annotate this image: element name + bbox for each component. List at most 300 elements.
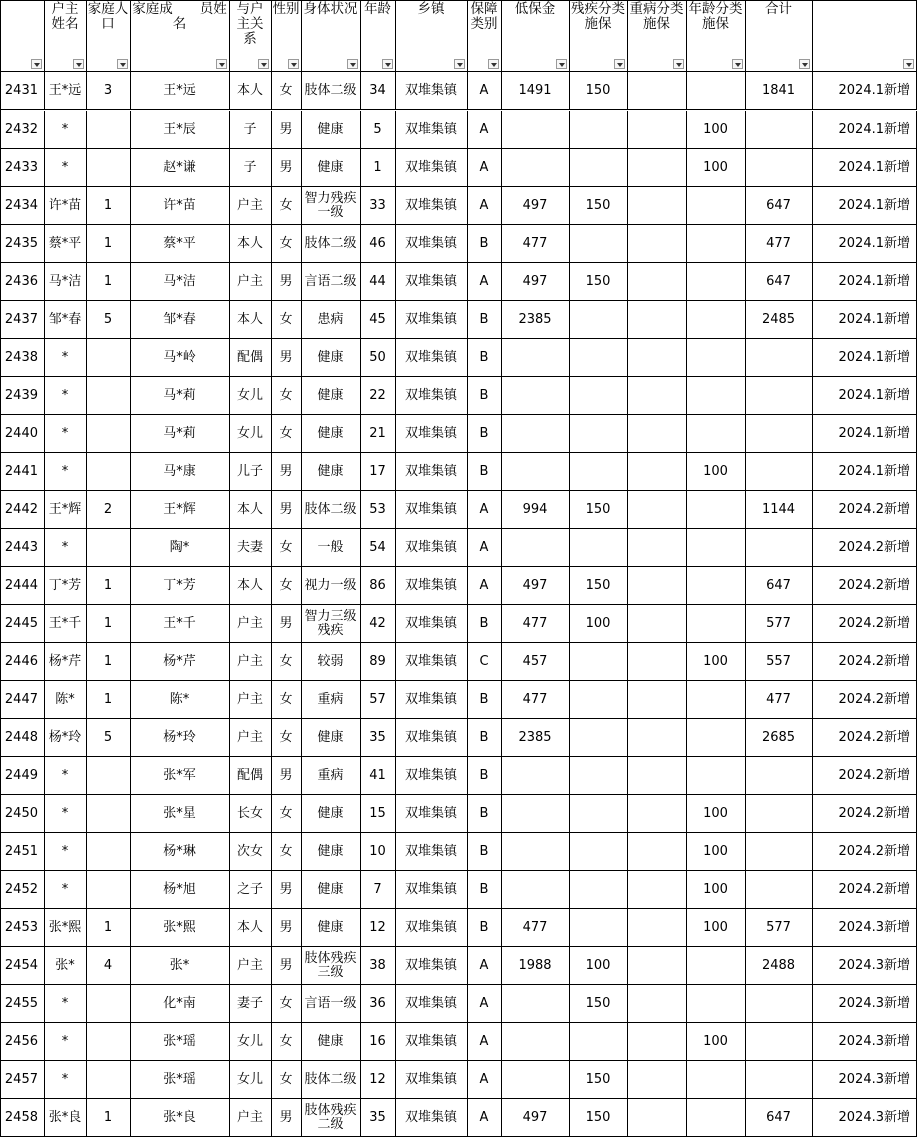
cell-gender[interactable]: 男	[271, 1099, 302, 1137]
cell-category[interactable]: B	[467, 377, 502, 415]
cell-subsistence-allowance[interactable]: 477	[501, 225, 570, 263]
cell-total[interactable]: 2488	[745, 947, 813, 985]
cell-row-number[interactable]: 2442	[0, 491, 45, 529]
cell-age-allowance[interactable]	[686, 529, 746, 567]
cell-relation[interactable]: 户主	[229, 1099, 272, 1137]
cell-age-allowance[interactable]	[686, 377, 746, 415]
cell-note[interactable]: 2024.2新增	[812, 529, 917, 567]
cell-health-status[interactable]: 患病	[301, 301, 361, 339]
cell-row-number[interactable]: 2457	[0, 1061, 45, 1099]
column-header-township[interactable]: 乡镇	[395, 0, 468, 72]
cell-household-size[interactable]: 1	[86, 681, 131, 719]
cell-household-head-name[interactable]: 王*远	[44, 72, 87, 110]
cell-row-number[interactable]: 2449	[0, 757, 45, 795]
cell-member-name[interactable]: 张*瑶	[130, 1023, 230, 1061]
cell-age-allowance[interactable]	[686, 263, 746, 301]
cell-disability-allowance[interactable]	[569, 301, 628, 339]
cell-relation[interactable]: 户主	[229, 605, 272, 643]
cell-category[interactable]: A	[467, 567, 502, 605]
cell-health-status[interactable]: 肢体残疾三级	[301, 947, 361, 985]
cell-illness-allowance[interactable]	[627, 1099, 687, 1137]
cell-age[interactable]: 53	[360, 491, 396, 529]
cell-gender[interactable]: 男	[271, 871, 302, 909]
cell-illness-allowance[interactable]	[627, 225, 687, 263]
cell-row-number[interactable]: 2435	[0, 225, 45, 263]
cell-member-name[interactable]: 杨*琳	[130, 833, 230, 871]
cell-disability-allowance[interactable]	[569, 149, 628, 187]
cell-gender[interactable]: 女	[271, 301, 302, 339]
cell-gender[interactable]: 男	[271, 605, 302, 643]
cell-disability-allowance[interactable]: 150	[569, 1099, 628, 1137]
cell-health-status[interactable]: 肢体二级	[301, 1061, 361, 1099]
cell-row-number[interactable]: 2432	[0, 111, 45, 149]
cell-age-allowance[interactable]	[686, 491, 746, 529]
cell-age[interactable]: 44	[360, 263, 396, 301]
cell-subsistence-allowance[interactable]: 1988	[501, 947, 570, 985]
cell-total[interactable]	[745, 833, 813, 871]
cell-category[interactable]: B	[467, 415, 502, 453]
column-header-relation[interactable]: 与户主关系	[229, 0, 272, 72]
cell-age[interactable]: 10	[360, 833, 396, 871]
cell-disability-allowance[interactable]: 100	[569, 947, 628, 985]
column-header-total[interactable]: 合计	[745, 0, 813, 72]
cell-illness-allowance[interactable]	[627, 149, 687, 187]
cell-gender[interactable]: 女	[271, 1023, 302, 1061]
cell-age-allowance[interactable]	[686, 985, 746, 1023]
cell-gender[interactable]: 男	[271, 339, 302, 377]
cell-age-allowance[interactable]	[686, 947, 746, 985]
cell-age-allowance[interactable]: 100	[686, 111, 746, 149]
cell-disability-allowance[interactable]: 100	[569, 605, 628, 643]
cell-total[interactable]: 557	[745, 643, 813, 681]
cell-disability-allowance[interactable]: 150	[569, 187, 628, 225]
cell-illness-allowance[interactable]	[627, 491, 687, 529]
cell-category[interactable]: A	[467, 491, 502, 529]
cell-gender[interactable]: 女	[271, 833, 302, 871]
cell-member-name[interactable]: 马*莉	[130, 377, 230, 415]
cell-subsistence-allowance[interactable]	[501, 795, 570, 833]
cell-township[interactable]: 双堆集镇	[395, 263, 468, 301]
cell-category[interactable]: A	[467, 1023, 502, 1061]
cell-row-number[interactable]: 2451	[0, 833, 45, 871]
cell-gender[interactable]: 男	[271, 111, 302, 149]
cell-relation[interactable]: 妻子	[229, 985, 272, 1023]
cell-member-name[interactable]: 邹*春	[130, 301, 230, 339]
cell-note[interactable]: 2024.2新增	[812, 719, 917, 757]
cell-age[interactable]: 34	[360, 72, 396, 110]
cell-age[interactable]: 46	[360, 225, 396, 263]
cell-health-status[interactable]: 肢体二级	[301, 225, 361, 263]
cell-township[interactable]: 双堆集镇	[395, 1099, 468, 1137]
cell-relation[interactable]: 次女	[229, 833, 272, 871]
cell-total[interactable]	[745, 453, 813, 491]
cell-household-head-name[interactable]: 王*千	[44, 605, 87, 643]
cell-subsistence-allowance[interactable]	[501, 757, 570, 795]
cell-subsistence-allowance[interactable]	[501, 377, 570, 415]
cell-age-allowance[interactable]: 100	[686, 149, 746, 187]
cell-household-size[interactable]: 1	[86, 605, 131, 643]
cell-age-allowance[interactable]: 100	[686, 643, 746, 681]
cell-township[interactable]: 双堆集镇	[395, 643, 468, 681]
cell-relation[interactable]: 子	[229, 111, 272, 149]
cell-township[interactable]: 双堆集镇	[395, 909, 468, 947]
cell-gender[interactable]: 女	[271, 985, 302, 1023]
cell-member-name[interactable]: 张*熙	[130, 909, 230, 947]
cell-category[interactable]: B	[467, 719, 502, 757]
cell-age[interactable]: 17	[360, 453, 396, 491]
cell-age-allowance[interactable]: 100	[686, 833, 746, 871]
cell-age[interactable]: 12	[360, 909, 396, 947]
column-header-row-number[interactable]	[0, 0, 45, 72]
cell-health-status[interactable]: 健康	[301, 909, 361, 947]
cell-gender[interactable]: 女	[271, 529, 302, 567]
cell-disability-allowance[interactable]	[569, 377, 628, 415]
cell-illness-allowance[interactable]	[627, 415, 687, 453]
cell-household-size[interactable]: 5	[86, 719, 131, 757]
cell-category[interactable]: A	[467, 529, 502, 567]
cell-category[interactable]: A	[467, 947, 502, 985]
cell-household-size[interactable]	[86, 415, 131, 453]
cell-category[interactable]: B	[467, 301, 502, 339]
cell-township[interactable]: 双堆集镇	[395, 453, 468, 491]
cell-age-allowance[interactable]	[686, 415, 746, 453]
cell-household-head-name[interactable]: *	[44, 757, 87, 795]
cell-household-size[interactable]: 1	[86, 225, 131, 263]
cell-member-name[interactable]: 张*良	[130, 1099, 230, 1137]
cell-age[interactable]: 50	[360, 339, 396, 377]
cell-note[interactable]: 2024.1新增	[812, 263, 917, 301]
cell-member-name[interactable]: 张*军	[130, 757, 230, 795]
cell-note[interactable]: 2024.2新增	[812, 491, 917, 529]
cell-township[interactable]: 双堆集镇	[395, 339, 468, 377]
cell-disability-allowance[interactable]	[569, 225, 628, 263]
cell-health-status[interactable]: 智力三级残疾	[301, 605, 361, 643]
cell-household-head-name[interactable]: 张*良	[44, 1099, 87, 1137]
cell-category[interactable]: A	[467, 1061, 502, 1099]
cell-age-allowance[interactable]	[686, 339, 746, 377]
cell-row-number[interactable]: 2439	[0, 377, 45, 415]
cell-age[interactable]: 16	[360, 1023, 396, 1061]
cell-age[interactable]: 21	[360, 415, 396, 453]
cell-illness-allowance[interactable]	[627, 947, 687, 985]
cell-illness-allowance[interactable]	[627, 985, 687, 1023]
cell-disability-allowance[interactable]: 150	[569, 985, 628, 1023]
cell-age-allowance[interactable]	[686, 1099, 746, 1137]
cell-household-head-name[interactable]: *	[44, 833, 87, 871]
cell-age-allowance[interactable]: 100	[686, 909, 746, 947]
cell-household-head-name[interactable]: *	[44, 985, 87, 1023]
cell-member-name[interactable]: 杨*玲	[130, 719, 230, 757]
cell-household-size[interactable]: 4	[86, 947, 131, 985]
cell-household-size[interactable]	[86, 111, 131, 149]
cell-category[interactable]: A	[467, 187, 502, 225]
cell-category[interactable]: B	[467, 833, 502, 871]
cell-illness-allowance[interactable]	[627, 339, 687, 377]
cell-relation[interactable]: 户主	[229, 263, 272, 301]
column-header-gender[interactable]: 性别	[271, 0, 302, 72]
cell-age[interactable]: 89	[360, 643, 396, 681]
cell-illness-allowance[interactable]	[627, 301, 687, 339]
cell-relation[interactable]: 配偶	[229, 339, 272, 377]
column-header-disability-allowance[interactable]: 残疾分类施保	[569, 0, 628, 72]
cell-subsistence-allowance[interactable]: 497	[501, 263, 570, 301]
cell-gender[interactable]: 女	[271, 377, 302, 415]
cell-township[interactable]: 双堆集镇	[395, 719, 468, 757]
cell-note[interactable]: 2024.3新增	[812, 1061, 917, 1099]
cell-total[interactable]: 647	[745, 187, 813, 225]
cell-disability-allowance[interactable]	[569, 453, 628, 491]
cell-gender[interactable]: 女	[271, 225, 302, 263]
cell-age[interactable]: 38	[360, 947, 396, 985]
cell-household-size[interactable]: 1	[86, 263, 131, 301]
cell-note[interactable]: 2024.2新增	[812, 833, 917, 871]
cell-age-allowance[interactable]: 100	[686, 1023, 746, 1061]
cell-health-status[interactable]: 视力一级	[301, 567, 361, 605]
cell-member-name[interactable]: 张*星	[130, 795, 230, 833]
cell-total[interactable]	[745, 415, 813, 453]
cell-illness-allowance[interactable]	[627, 72, 687, 110]
cell-subsistence-allowance[interactable]: 1491	[501, 72, 570, 110]
cell-illness-allowance[interactable]	[627, 871, 687, 909]
column-header-member-name[interactable]: 家庭成 员姓名	[130, 0, 230, 72]
cell-member-name[interactable]: 赵*谦	[130, 149, 230, 187]
cell-age-allowance[interactable]	[686, 301, 746, 339]
cell-age[interactable]: 57	[360, 681, 396, 719]
cell-household-head-name[interactable]: *	[44, 871, 87, 909]
cell-subsistence-allowance[interactable]	[501, 833, 570, 871]
cell-note[interactable]: 2024.2新增	[812, 871, 917, 909]
cell-township[interactable]: 双堆集镇	[395, 567, 468, 605]
cell-township[interactable]: 双堆集镇	[395, 301, 468, 339]
cell-gender[interactable]: 男	[271, 263, 302, 301]
cell-member-name[interactable]: 化*南	[130, 985, 230, 1023]
cell-note[interactable]: 2024.1新增	[812, 187, 917, 225]
cell-household-size[interactable]: 3	[86, 72, 131, 110]
cell-total[interactable]: 577	[745, 909, 813, 947]
cell-total[interactable]	[745, 871, 813, 909]
cell-row-number[interactable]: 2443	[0, 529, 45, 567]
cell-household-head-name[interactable]: *	[44, 1061, 87, 1099]
cell-township[interactable]: 双堆集镇	[395, 491, 468, 529]
cell-health-status[interactable]: 言语二级	[301, 263, 361, 301]
cell-note[interactable]: 2024.3新增	[812, 909, 917, 947]
cell-household-head-name[interactable]: *	[44, 377, 87, 415]
cell-subsistence-allowance[interactable]: 457	[501, 643, 570, 681]
cell-age[interactable]: 7	[360, 871, 396, 909]
cell-relation[interactable]: 儿子	[229, 453, 272, 491]
cell-relation[interactable]: 本人	[229, 225, 272, 263]
filter-dropdown-icon[interactable]	[732, 59, 743, 69]
cell-household-size[interactable]	[86, 757, 131, 795]
filter-dropdown-icon[interactable]	[488, 59, 499, 69]
cell-relation[interactable]: 户主	[229, 187, 272, 225]
cell-subsistence-allowance[interactable]	[501, 985, 570, 1023]
cell-health-status[interactable]: 健康	[301, 871, 361, 909]
cell-subsistence-allowance[interactable]: 497	[501, 1099, 570, 1137]
cell-gender[interactable]: 女	[271, 643, 302, 681]
cell-disability-allowance[interactable]	[569, 339, 628, 377]
column-header-note[interactable]	[812, 0, 917, 72]
cell-health-status[interactable]: 重病	[301, 681, 361, 719]
cell-household-head-name[interactable]: 王*辉	[44, 491, 87, 529]
cell-household-head-name[interactable]: *	[44, 111, 87, 149]
cell-household-size[interactable]: 1	[86, 187, 131, 225]
cell-total[interactable]: 477	[745, 225, 813, 263]
cell-health-status[interactable]: 肢体残疾二级	[301, 1099, 361, 1137]
cell-member-name[interactable]: 杨*芹	[130, 643, 230, 681]
cell-illness-allowance[interactable]	[627, 605, 687, 643]
column-header-household-head-name[interactable]: 户主姓名	[44, 0, 87, 72]
cell-age[interactable]: 22	[360, 377, 396, 415]
cell-note[interactable]: 2024.1新增	[812, 111, 917, 149]
cell-gender[interactable]: 男	[271, 149, 302, 187]
cell-total[interactable]: 2485	[745, 301, 813, 339]
cell-gender[interactable]: 女	[271, 681, 302, 719]
cell-disability-allowance[interactable]: 150	[569, 263, 628, 301]
cell-category[interactable]: A	[467, 1099, 502, 1137]
cell-member-name[interactable]: 陶*	[130, 529, 230, 567]
filter-dropdown-icon[interactable]	[556, 59, 567, 69]
cell-age-allowance[interactable]	[686, 567, 746, 605]
cell-total[interactable]: 477	[745, 681, 813, 719]
cell-total[interactable]	[745, 1061, 813, 1099]
cell-subsistence-allowance[interactable]	[501, 1061, 570, 1099]
cell-category[interactable]: B	[467, 757, 502, 795]
cell-note[interactable]: 2024.2新增	[812, 757, 917, 795]
cell-health-status[interactable]: 较弱	[301, 643, 361, 681]
cell-township[interactable]: 双堆集镇	[395, 529, 468, 567]
cell-row-number[interactable]: 2445	[0, 605, 45, 643]
filter-dropdown-icon[interactable]	[31, 59, 42, 69]
cell-township[interactable]: 双堆集镇	[395, 985, 468, 1023]
cell-gender[interactable]: 女	[271, 719, 302, 757]
cell-household-head-name[interactable]: 张*	[44, 947, 87, 985]
cell-illness-allowance[interactable]	[627, 681, 687, 719]
cell-gender[interactable]: 男	[271, 491, 302, 529]
filter-dropdown-icon[interactable]	[258, 59, 269, 69]
cell-age[interactable]: 41	[360, 757, 396, 795]
cell-subsistence-allowance[interactable]	[501, 339, 570, 377]
cell-age[interactable]: 86	[360, 567, 396, 605]
cell-relation[interactable]: 户主	[229, 719, 272, 757]
cell-note[interactable]: 2024.3新增	[812, 1099, 917, 1137]
cell-total[interactable]	[745, 757, 813, 795]
cell-category[interactable]: A	[467, 263, 502, 301]
cell-illness-allowance[interactable]	[627, 719, 687, 757]
cell-household-head-name[interactable]: 杨*芹	[44, 643, 87, 681]
cell-disability-allowance[interactable]	[569, 719, 628, 757]
cell-subsistence-allowance[interactable]: 497	[501, 567, 570, 605]
cell-age-allowance[interactable]	[686, 1061, 746, 1099]
cell-household-head-name[interactable]: 马*洁	[44, 263, 87, 301]
cell-row-number[interactable]: 2440	[0, 415, 45, 453]
cell-subsistence-allowance[interactable]	[501, 453, 570, 491]
cell-total[interactable]: 1841	[745, 72, 813, 110]
cell-health-status[interactable]: 一般	[301, 529, 361, 567]
cell-row-number[interactable]: 2458	[0, 1099, 45, 1137]
cell-category[interactable]: C	[467, 643, 502, 681]
filter-dropdown-icon[interactable]	[216, 59, 227, 69]
cell-household-size[interactable]	[86, 377, 131, 415]
cell-illness-allowance[interactable]	[627, 909, 687, 947]
cell-disability-allowance[interactable]: 150	[569, 567, 628, 605]
cell-age-allowance[interactable]	[686, 225, 746, 263]
cell-relation[interactable]: 配偶	[229, 757, 272, 795]
column-header-health-status[interactable]: 身体状况	[301, 0, 361, 72]
cell-member-name[interactable]: 陈*	[130, 681, 230, 719]
cell-age-allowance[interactable]	[686, 72, 746, 110]
cell-total[interactable]: 647	[745, 1099, 813, 1137]
column-header-age-allowance[interactable]: 年龄分类施保	[686, 0, 746, 72]
cell-total[interactable]	[745, 795, 813, 833]
cell-member-name[interactable]: 马*莉	[130, 415, 230, 453]
cell-row-number[interactable]: 2437	[0, 301, 45, 339]
cell-member-name[interactable]: 杨*旭	[130, 871, 230, 909]
cell-total[interactable]	[745, 529, 813, 567]
cell-row-number[interactable]: 2436	[0, 263, 45, 301]
cell-age[interactable]: 35	[360, 1099, 396, 1137]
cell-illness-allowance[interactable]	[627, 643, 687, 681]
cell-health-status[interactable]: 健康	[301, 719, 361, 757]
cell-subsistence-allowance[interactable]	[501, 529, 570, 567]
cell-member-name[interactable]: 张*瑶	[130, 1061, 230, 1099]
cell-note[interactable]: 2024.2新增	[812, 567, 917, 605]
cell-household-size[interactable]: 1	[86, 567, 131, 605]
cell-household-size[interactable]	[86, 833, 131, 871]
cell-health-status[interactable]: 健康	[301, 149, 361, 187]
cell-disability-allowance[interactable]	[569, 111, 628, 149]
cell-illness-allowance[interactable]	[627, 757, 687, 795]
cell-category[interactable]: B	[467, 795, 502, 833]
cell-age-allowance[interactable]	[686, 605, 746, 643]
cell-household-head-name[interactable]: 丁*芳	[44, 567, 87, 605]
cell-row-number[interactable]: 2453	[0, 909, 45, 947]
cell-disability-allowance[interactable]: 150	[569, 72, 628, 110]
cell-illness-allowance[interactable]	[627, 377, 687, 415]
cell-age[interactable]: 42	[360, 605, 396, 643]
cell-member-name[interactable]: 马*康	[130, 453, 230, 491]
cell-total[interactable]: 577	[745, 605, 813, 643]
cell-health-status[interactable]: 健康	[301, 339, 361, 377]
cell-household-head-name[interactable]: *	[44, 415, 87, 453]
cell-note[interactable]: 2024.2新增	[812, 605, 917, 643]
cell-relation[interactable]: 户主	[229, 643, 272, 681]
cell-age[interactable]: 36	[360, 985, 396, 1023]
cell-township[interactable]: 双堆集镇	[395, 947, 468, 985]
cell-category[interactable]: B	[467, 681, 502, 719]
cell-age[interactable]: 45	[360, 301, 396, 339]
cell-subsistence-allowance[interactable]: 477	[501, 681, 570, 719]
cell-health-status[interactable]: 智力残疾一级	[301, 187, 361, 225]
cell-household-size[interactable]	[86, 339, 131, 377]
cell-category[interactable]: B	[467, 909, 502, 947]
cell-township[interactable]: 双堆集镇	[395, 1061, 468, 1099]
cell-household-head-name[interactable]: *	[44, 795, 87, 833]
cell-row-number[interactable]: 2454	[0, 947, 45, 985]
cell-household-head-name[interactable]: *	[44, 1023, 87, 1061]
cell-township[interactable]: 双堆集镇	[395, 757, 468, 795]
cell-household-size[interactable]: 5	[86, 301, 131, 339]
column-header-category[interactable]: 保障类别	[467, 0, 502, 72]
cell-total[interactable]	[745, 339, 813, 377]
filter-dropdown-icon[interactable]	[903, 59, 914, 69]
cell-relation[interactable]: 户主	[229, 681, 272, 719]
cell-relation[interactable]: 本人	[229, 491, 272, 529]
cell-total[interactable]	[745, 377, 813, 415]
column-header-illness-allowance[interactable]: 重病分类施保	[627, 0, 687, 72]
cell-total[interactable]	[745, 149, 813, 187]
column-header-subsistence-allowance[interactable]: 低保金	[501, 0, 570, 72]
